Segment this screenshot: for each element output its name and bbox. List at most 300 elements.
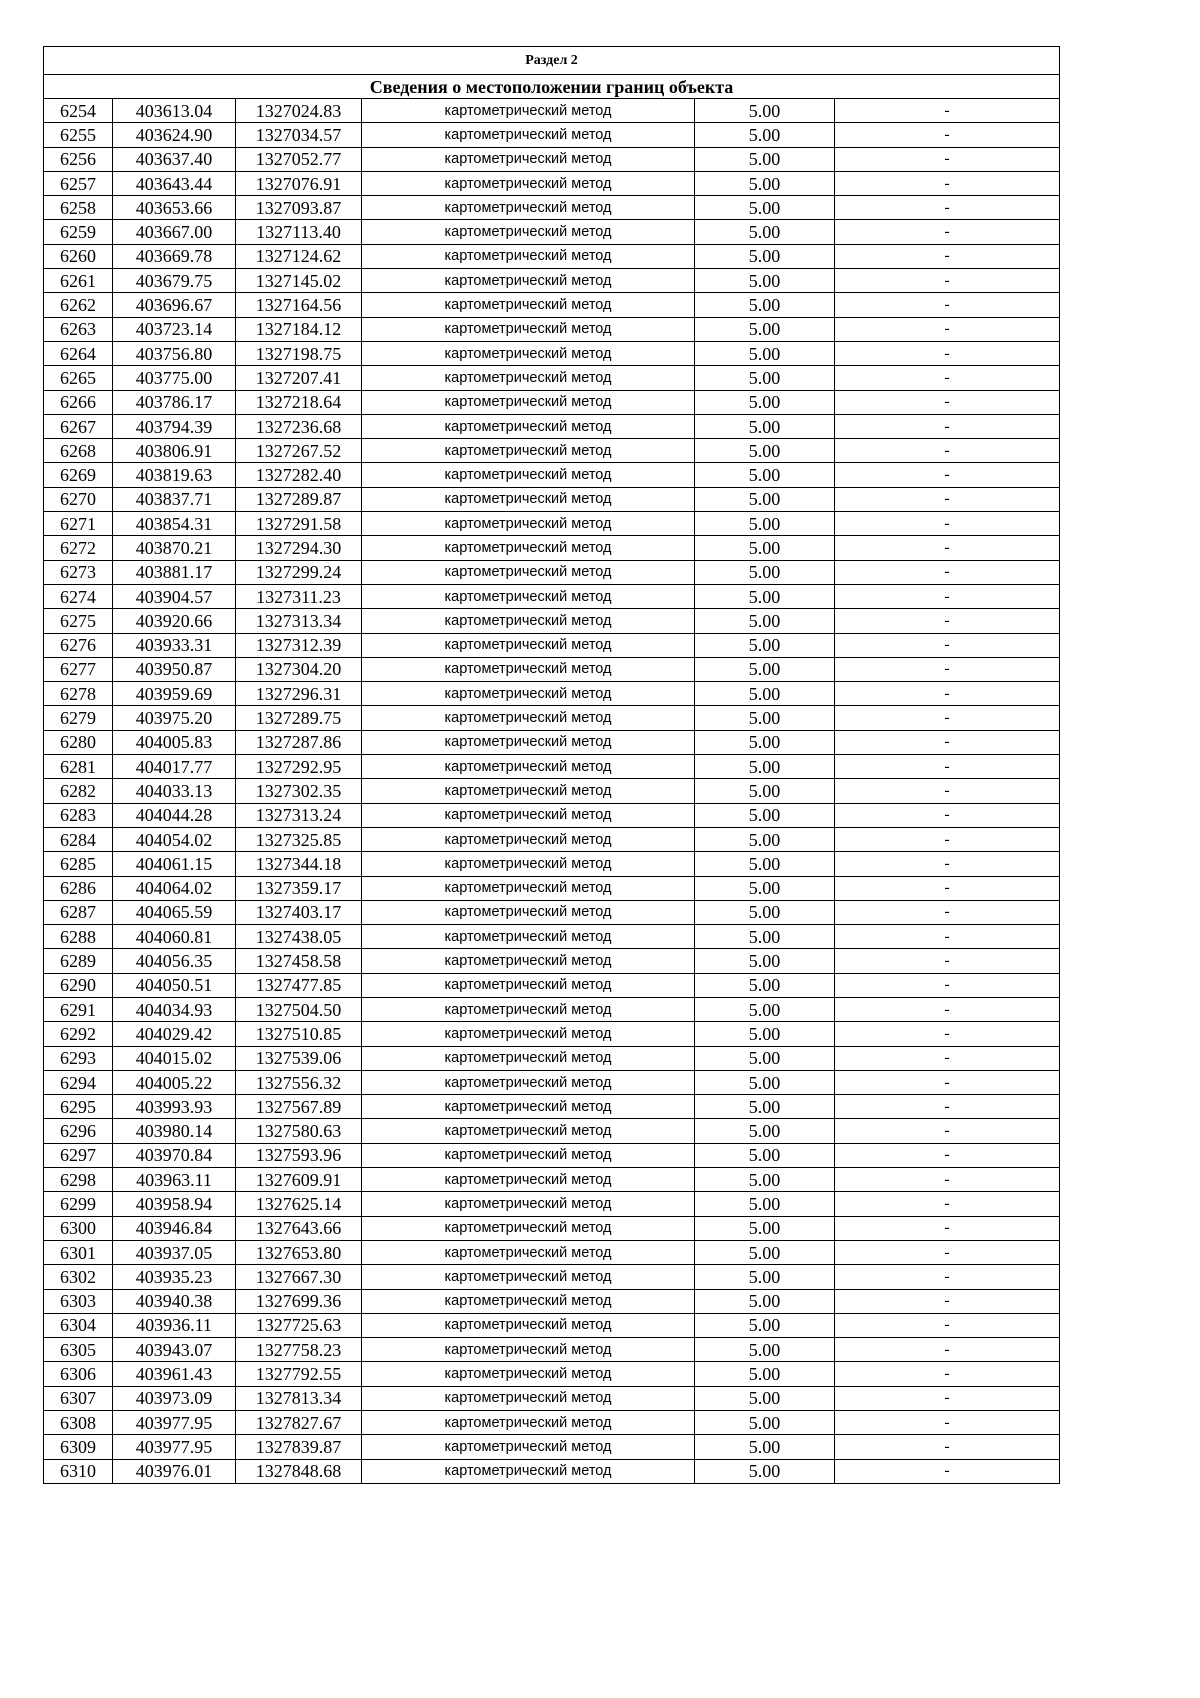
x-coordinate-cell: 403653.66	[113, 196, 236, 220]
method-cell: картометрический метод	[362, 1313, 695, 1337]
note-cell: -	[835, 171, 1060, 195]
note-cell: -	[835, 1240, 1060, 1264]
point-number-cell: 6262	[44, 293, 113, 317]
x-coordinate-cell: 403669.78	[113, 244, 236, 268]
accuracy-cell: 5.00	[695, 827, 835, 851]
table-row	[44, 1095, 1060, 1119]
x-coordinate-cell: 403806.91	[113, 439, 236, 463]
point-number-cell: 6305	[44, 1338, 113, 1362]
table-row	[44, 730, 1060, 754]
accuracy-cell: 5.00	[695, 1119, 835, 1143]
x-coordinate-cell: 403756.80	[113, 341, 236, 365]
y-coordinate-cell: 1327291.58	[236, 512, 362, 536]
note-cell: -	[835, 1338, 1060, 1362]
accuracy-cell: 5.00	[695, 293, 835, 317]
point-number-cell: 6256	[44, 147, 113, 171]
method-cell: картометрический метод	[362, 827, 695, 851]
method-cell: картометрический метод	[362, 1338, 695, 1362]
table-row	[44, 803, 1060, 827]
x-coordinate-cell: 404064.02	[113, 876, 236, 900]
note-cell: -	[835, 1216, 1060, 1240]
x-coordinate-cell: 404056.35	[113, 949, 236, 973]
y-coordinate-cell: 1327556.32	[236, 1070, 362, 1094]
method-cell: картометрический метод	[362, 730, 695, 754]
note-cell: -	[835, 1022, 1060, 1046]
point-number-cell: 6273	[44, 560, 113, 584]
note-cell: -	[835, 997, 1060, 1021]
accuracy-cell: 5.00	[695, 803, 835, 827]
method-cell: картометрический метод	[362, 1386, 695, 1410]
method-cell: картометрический метод	[362, 171, 695, 195]
method-cell: картометрический метод	[362, 1192, 695, 1216]
boundary-coordinates-table	[43, 46, 1060, 1484]
point-number-cell: 6281	[44, 755, 113, 779]
table-row	[44, 317, 1060, 341]
y-coordinate-cell: 1327758.23	[236, 1338, 362, 1362]
point-number-cell: 6296	[44, 1119, 113, 1143]
method-cell: картометрический метод	[362, 1022, 695, 1046]
section-header-row	[44, 47, 1060, 75]
note-cell: -	[835, 827, 1060, 851]
method-cell: картометрический метод	[362, 414, 695, 438]
note-cell: -	[835, 1411, 1060, 1435]
y-coordinate-cell: 1327052.77	[236, 147, 362, 171]
table-row	[44, 755, 1060, 779]
method-cell: картометрический метод	[362, 1265, 695, 1289]
note-cell: -	[835, 463, 1060, 487]
table-row	[44, 852, 1060, 876]
accuracy-cell: 5.00	[695, 1289, 835, 1313]
accuracy-cell: 5.00	[695, 1216, 835, 1240]
y-coordinate-cell: 1327207.41	[236, 366, 362, 390]
accuracy-cell: 5.00	[695, 487, 835, 511]
y-coordinate-cell: 1327292.95	[236, 755, 362, 779]
point-number-cell: 6284	[44, 827, 113, 851]
note-cell: -	[835, 1265, 1060, 1289]
table-row	[44, 366, 1060, 390]
y-coordinate-cell: 1327839.87	[236, 1435, 362, 1459]
method-cell: картометрический метод	[362, 1046, 695, 1070]
x-coordinate-cell: 404017.77	[113, 755, 236, 779]
accuracy-cell: 5.00	[695, 1338, 835, 1362]
accuracy-cell: 5.00	[695, 560, 835, 584]
table-row	[44, 1362, 1060, 1386]
table-row	[44, 1240, 1060, 1264]
note-cell: -	[835, 1435, 1060, 1459]
y-coordinate-cell: 1327304.20	[236, 657, 362, 681]
point-number-cell: 6280	[44, 730, 113, 754]
note-cell: -	[835, 1313, 1060, 1337]
x-coordinate-cell: 403935.23	[113, 1265, 236, 1289]
note-cell: -	[835, 925, 1060, 949]
table-row	[44, 439, 1060, 463]
method-cell: картометрический метод	[362, 755, 695, 779]
accuracy-cell: 5.00	[695, 463, 835, 487]
note-cell: -	[835, 1386, 1060, 1410]
point-number-cell: 6276	[44, 633, 113, 657]
accuracy-cell: 5.00	[695, 949, 835, 973]
method-cell: картометрический метод	[362, 633, 695, 657]
table-row	[44, 827, 1060, 851]
accuracy-cell: 5.00	[695, 317, 835, 341]
x-coordinate-cell: 403977.95	[113, 1435, 236, 1459]
x-coordinate-cell: 403975.20	[113, 706, 236, 730]
accuracy-cell: 5.00	[695, 1313, 835, 1337]
table-row	[44, 682, 1060, 706]
point-number-cell: 6271	[44, 512, 113, 536]
y-coordinate-cell: 1327311.23	[236, 584, 362, 608]
method-cell: картометрический метод	[362, 706, 695, 730]
table-row	[44, 1143, 1060, 1167]
x-coordinate-cell: 403977.95	[113, 1411, 236, 1435]
point-number-cell: 6309	[44, 1435, 113, 1459]
table-row	[44, 1168, 1060, 1192]
accuracy-cell: 5.00	[695, 1386, 835, 1410]
x-coordinate-cell: 403854.31	[113, 512, 236, 536]
table-row	[44, 1192, 1060, 1216]
note-cell: -	[835, 876, 1060, 900]
point-number-cell: 6310	[44, 1459, 113, 1483]
table-row	[44, 706, 1060, 730]
table-row	[44, 584, 1060, 608]
y-coordinate-cell: 1327567.89	[236, 1095, 362, 1119]
x-coordinate-cell: 403940.38	[113, 1289, 236, 1313]
note-cell: -	[835, 900, 1060, 924]
table-row	[44, 244, 1060, 268]
y-coordinate-cell: 1327325.85	[236, 827, 362, 851]
method-cell: картометрический метод	[362, 536, 695, 560]
table-row	[44, 414, 1060, 438]
note-cell: -	[835, 1459, 1060, 1483]
point-number-cell: 6290	[44, 973, 113, 997]
point-number-cell: 6294	[44, 1070, 113, 1094]
note-cell: -	[835, 536, 1060, 560]
x-coordinate-cell: 403870.21	[113, 536, 236, 560]
point-number-cell: 6307	[44, 1386, 113, 1410]
x-coordinate-cell: 403959.69	[113, 682, 236, 706]
y-coordinate-cell: 1327827.67	[236, 1411, 362, 1435]
note-cell: -	[835, 1289, 1060, 1313]
y-coordinate-cell: 1327287.86	[236, 730, 362, 754]
table-row	[44, 512, 1060, 536]
note-cell: -	[835, 196, 1060, 220]
point-number-cell: 6282	[44, 779, 113, 803]
accuracy-cell: 5.00	[695, 99, 835, 123]
accuracy-cell: 5.00	[695, 925, 835, 949]
table-row	[44, 1386, 1060, 1410]
method-cell: картометрический метод	[362, 220, 695, 244]
x-coordinate-cell: 404060.81	[113, 925, 236, 949]
x-coordinate-cell: 403637.40	[113, 147, 236, 171]
accuracy-cell: 5.00	[695, 1265, 835, 1289]
x-coordinate-cell: 404054.02	[113, 827, 236, 851]
accuracy-cell: 5.00	[695, 196, 835, 220]
point-number-cell: 6265	[44, 366, 113, 390]
accuracy-cell: 5.00	[695, 414, 835, 438]
table-row	[44, 973, 1060, 997]
y-coordinate-cell: 1327580.63	[236, 1119, 362, 1143]
point-number-cell: 6301	[44, 1240, 113, 1264]
y-coordinate-cell: 1327848.68	[236, 1459, 362, 1483]
point-number-cell: 6254	[44, 99, 113, 123]
point-number-cell: 6308	[44, 1411, 113, 1435]
table-row	[44, 196, 1060, 220]
x-coordinate-cell: 403696.67	[113, 293, 236, 317]
accuracy-cell: 5.00	[695, 730, 835, 754]
method-cell: картометрический метод	[362, 682, 695, 706]
point-number-cell: 6285	[44, 852, 113, 876]
accuracy-cell: 5.00	[695, 269, 835, 293]
accuracy-cell: 5.00	[695, 1435, 835, 1459]
table-title-row	[44, 75, 1060, 99]
method-cell: картометрический метод	[362, 1289, 695, 1313]
note-cell: -	[835, 439, 1060, 463]
point-number-cell: 6263	[44, 317, 113, 341]
y-coordinate-cell: 1327299.24	[236, 560, 362, 584]
x-coordinate-cell: 404065.59	[113, 900, 236, 924]
point-number-cell: 6303	[44, 1289, 113, 1313]
note-cell: -	[835, 366, 1060, 390]
x-coordinate-cell: 403786.17	[113, 390, 236, 414]
note-cell: -	[835, 1095, 1060, 1119]
method-cell: картометрический метод	[362, 560, 695, 584]
x-coordinate-cell: 403723.14	[113, 317, 236, 341]
point-number-cell: 6268	[44, 439, 113, 463]
table-row	[44, 609, 1060, 633]
x-coordinate-cell: 404044.28	[113, 803, 236, 827]
point-number-cell: 6257	[44, 171, 113, 195]
y-coordinate-cell: 1327024.83	[236, 99, 362, 123]
x-coordinate-cell: 403973.09	[113, 1386, 236, 1410]
method-cell: картометрический метод	[362, 390, 695, 414]
table-row	[44, 1119, 1060, 1143]
accuracy-cell: 5.00	[695, 973, 835, 997]
point-number-cell: 6292	[44, 1022, 113, 1046]
table-row	[44, 269, 1060, 293]
x-coordinate-cell: 403613.04	[113, 99, 236, 123]
y-coordinate-cell: 1327667.30	[236, 1265, 362, 1289]
point-number-cell: 6299	[44, 1192, 113, 1216]
accuracy-cell: 5.00	[695, 633, 835, 657]
accuracy-cell: 5.00	[695, 876, 835, 900]
method-cell: картометрический метод	[362, 949, 695, 973]
accuracy-cell: 5.00	[695, 779, 835, 803]
table-row	[44, 925, 1060, 949]
x-coordinate-cell: 404033.13	[113, 779, 236, 803]
table-row	[44, 949, 1060, 973]
method-cell: картометрический метод	[362, 123, 695, 147]
accuracy-cell: 5.00	[695, 657, 835, 681]
table-row	[44, 1216, 1060, 1240]
table-row	[44, 1046, 1060, 1070]
table-row	[44, 997, 1060, 1021]
method-cell: картометрический метод	[362, 1216, 695, 1240]
y-coordinate-cell: 1327294.30	[236, 536, 362, 560]
y-coordinate-cell: 1327313.24	[236, 803, 362, 827]
x-coordinate-cell: 403936.11	[113, 1313, 236, 1337]
point-number-cell: 6289	[44, 949, 113, 973]
point-number-cell: 6293	[44, 1046, 113, 1070]
table-row	[44, 1411, 1060, 1435]
y-coordinate-cell: 1327312.39	[236, 633, 362, 657]
method-cell: картометрический метод	[362, 269, 695, 293]
note-cell: -	[835, 487, 1060, 511]
y-coordinate-cell: 1327282.40	[236, 463, 362, 487]
table-row	[44, 147, 1060, 171]
method-cell: картометрический метод	[362, 1095, 695, 1119]
table-row	[44, 633, 1060, 657]
accuracy-cell: 5.00	[695, 1046, 835, 1070]
y-coordinate-cell: 1327725.63	[236, 1313, 362, 1337]
note-cell: -	[835, 317, 1060, 341]
note-cell: -	[835, 803, 1060, 827]
point-number-cell: 6264	[44, 341, 113, 365]
accuracy-cell: 5.00	[695, 1240, 835, 1264]
method-cell: картометрический метод	[362, 439, 695, 463]
x-coordinate-cell: 403679.75	[113, 269, 236, 293]
note-cell: -	[835, 633, 1060, 657]
y-coordinate-cell: 1327267.52	[236, 439, 362, 463]
point-number-cell: 6279	[44, 706, 113, 730]
note-cell: -	[835, 1070, 1060, 1094]
x-coordinate-cell: 404015.02	[113, 1046, 236, 1070]
accuracy-cell: 5.00	[695, 1362, 835, 1386]
table-row	[44, 1313, 1060, 1337]
method-cell: картометрический метод	[362, 147, 695, 171]
accuracy-cell: 5.00	[695, 1022, 835, 1046]
note-cell: -	[835, 1046, 1060, 1070]
accuracy-cell: 5.00	[695, 997, 835, 1021]
point-number-cell: 6304	[44, 1313, 113, 1337]
table-row	[44, 293, 1060, 317]
point-number-cell: 6270	[44, 487, 113, 511]
x-coordinate-cell: 403937.05	[113, 1240, 236, 1264]
x-coordinate-cell: 403980.14	[113, 1119, 236, 1143]
note-cell: -	[835, 512, 1060, 536]
table-row	[44, 1459, 1060, 1483]
x-coordinate-cell: 403933.31	[113, 633, 236, 657]
method-cell: картометрический метод	[362, 852, 695, 876]
table-row	[44, 220, 1060, 244]
note-cell: -	[835, 1362, 1060, 1386]
table-title: Сведения о местоположении границ объекта	[44, 75, 1060, 99]
table-row	[44, 123, 1060, 147]
y-coordinate-cell: 1327236.68	[236, 414, 362, 438]
x-coordinate-cell: 404029.42	[113, 1022, 236, 1046]
point-number-cell: 6269	[44, 463, 113, 487]
note-cell: -	[835, 99, 1060, 123]
note-cell: -	[835, 657, 1060, 681]
y-coordinate-cell: 1327093.87	[236, 196, 362, 220]
method-cell: картометрический метод	[362, 900, 695, 924]
note-cell: -	[835, 414, 1060, 438]
y-coordinate-cell: 1327164.56	[236, 293, 362, 317]
point-number-cell: 6297	[44, 1143, 113, 1167]
x-coordinate-cell: 403958.94	[113, 1192, 236, 1216]
accuracy-cell: 5.00	[695, 123, 835, 147]
method-cell: картометрический метод	[362, 317, 695, 341]
accuracy-cell: 5.00	[695, 147, 835, 171]
point-number-cell: 6255	[44, 123, 113, 147]
method-cell: картометрический метод	[362, 803, 695, 827]
accuracy-cell: 5.00	[695, 852, 835, 876]
table-row	[44, 99, 1060, 123]
method-cell: картометрический метод	[362, 341, 695, 365]
note-cell: -	[835, 609, 1060, 633]
accuracy-cell: 5.00	[695, 220, 835, 244]
accuracy-cell: 5.00	[695, 341, 835, 365]
y-coordinate-cell: 1327539.06	[236, 1046, 362, 1070]
point-number-cell: 6261	[44, 269, 113, 293]
y-coordinate-cell: 1327699.36	[236, 1289, 362, 1313]
point-number-cell: 6272	[44, 536, 113, 560]
method-cell: картометрический метод	[362, 1240, 695, 1264]
point-number-cell: 6288	[44, 925, 113, 949]
x-coordinate-cell: 403794.39	[113, 414, 236, 438]
x-coordinate-cell: 403976.01	[113, 1459, 236, 1483]
x-coordinate-cell: 404034.93	[113, 997, 236, 1021]
method-cell: картометрический метод	[362, 1143, 695, 1167]
accuracy-cell: 5.00	[695, 1095, 835, 1119]
method-cell: картометрический метод	[362, 609, 695, 633]
method-cell: картометрический метод	[362, 876, 695, 900]
y-coordinate-cell: 1327504.50	[236, 997, 362, 1021]
accuracy-cell: 5.00	[695, 682, 835, 706]
x-coordinate-cell: 403920.66	[113, 609, 236, 633]
table-row	[44, 779, 1060, 803]
accuracy-cell: 5.00	[695, 1168, 835, 1192]
method-cell: картометрический метод	[362, 293, 695, 317]
table-row	[44, 1435, 1060, 1459]
x-coordinate-cell: 403837.71	[113, 487, 236, 511]
note-cell: -	[835, 1192, 1060, 1216]
note-cell: -	[835, 706, 1060, 730]
x-coordinate-cell: 403970.84	[113, 1143, 236, 1167]
y-coordinate-cell: 1327124.62	[236, 244, 362, 268]
x-coordinate-cell: 403943.07	[113, 1338, 236, 1362]
accuracy-cell: 5.00	[695, 584, 835, 608]
method-cell: картометрический метод	[362, 1168, 695, 1192]
point-number-cell: 6260	[44, 244, 113, 268]
method-cell: картометрический метод	[362, 1435, 695, 1459]
y-coordinate-cell: 1327198.75	[236, 341, 362, 365]
y-coordinate-cell: 1327359.17	[236, 876, 362, 900]
point-number-cell: 6287	[44, 900, 113, 924]
method-cell: картометрический метод	[362, 973, 695, 997]
note-cell: -	[835, 390, 1060, 414]
note-cell: -	[835, 220, 1060, 244]
accuracy-cell: 5.00	[695, 171, 835, 195]
section-label: Раздел 2	[44, 47, 1060, 75]
y-coordinate-cell: 1327034.57	[236, 123, 362, 147]
y-coordinate-cell: 1327792.55	[236, 1362, 362, 1386]
y-coordinate-cell: 1327313.34	[236, 609, 362, 633]
note-cell: -	[835, 973, 1060, 997]
y-coordinate-cell: 1327184.12	[236, 317, 362, 341]
y-coordinate-cell: 1327813.34	[236, 1386, 362, 1410]
point-number-cell: 6298	[44, 1168, 113, 1192]
y-coordinate-cell: 1327302.35	[236, 779, 362, 803]
table-row	[44, 1289, 1060, 1313]
y-coordinate-cell: 1327296.31	[236, 682, 362, 706]
table-row	[44, 560, 1060, 584]
note-cell: -	[835, 730, 1060, 754]
x-coordinate-cell: 404005.83	[113, 730, 236, 754]
point-number-cell: 6291	[44, 997, 113, 1021]
x-coordinate-cell: 403624.90	[113, 123, 236, 147]
x-coordinate-cell: 403904.57	[113, 584, 236, 608]
method-cell: картометрический метод	[362, 244, 695, 268]
